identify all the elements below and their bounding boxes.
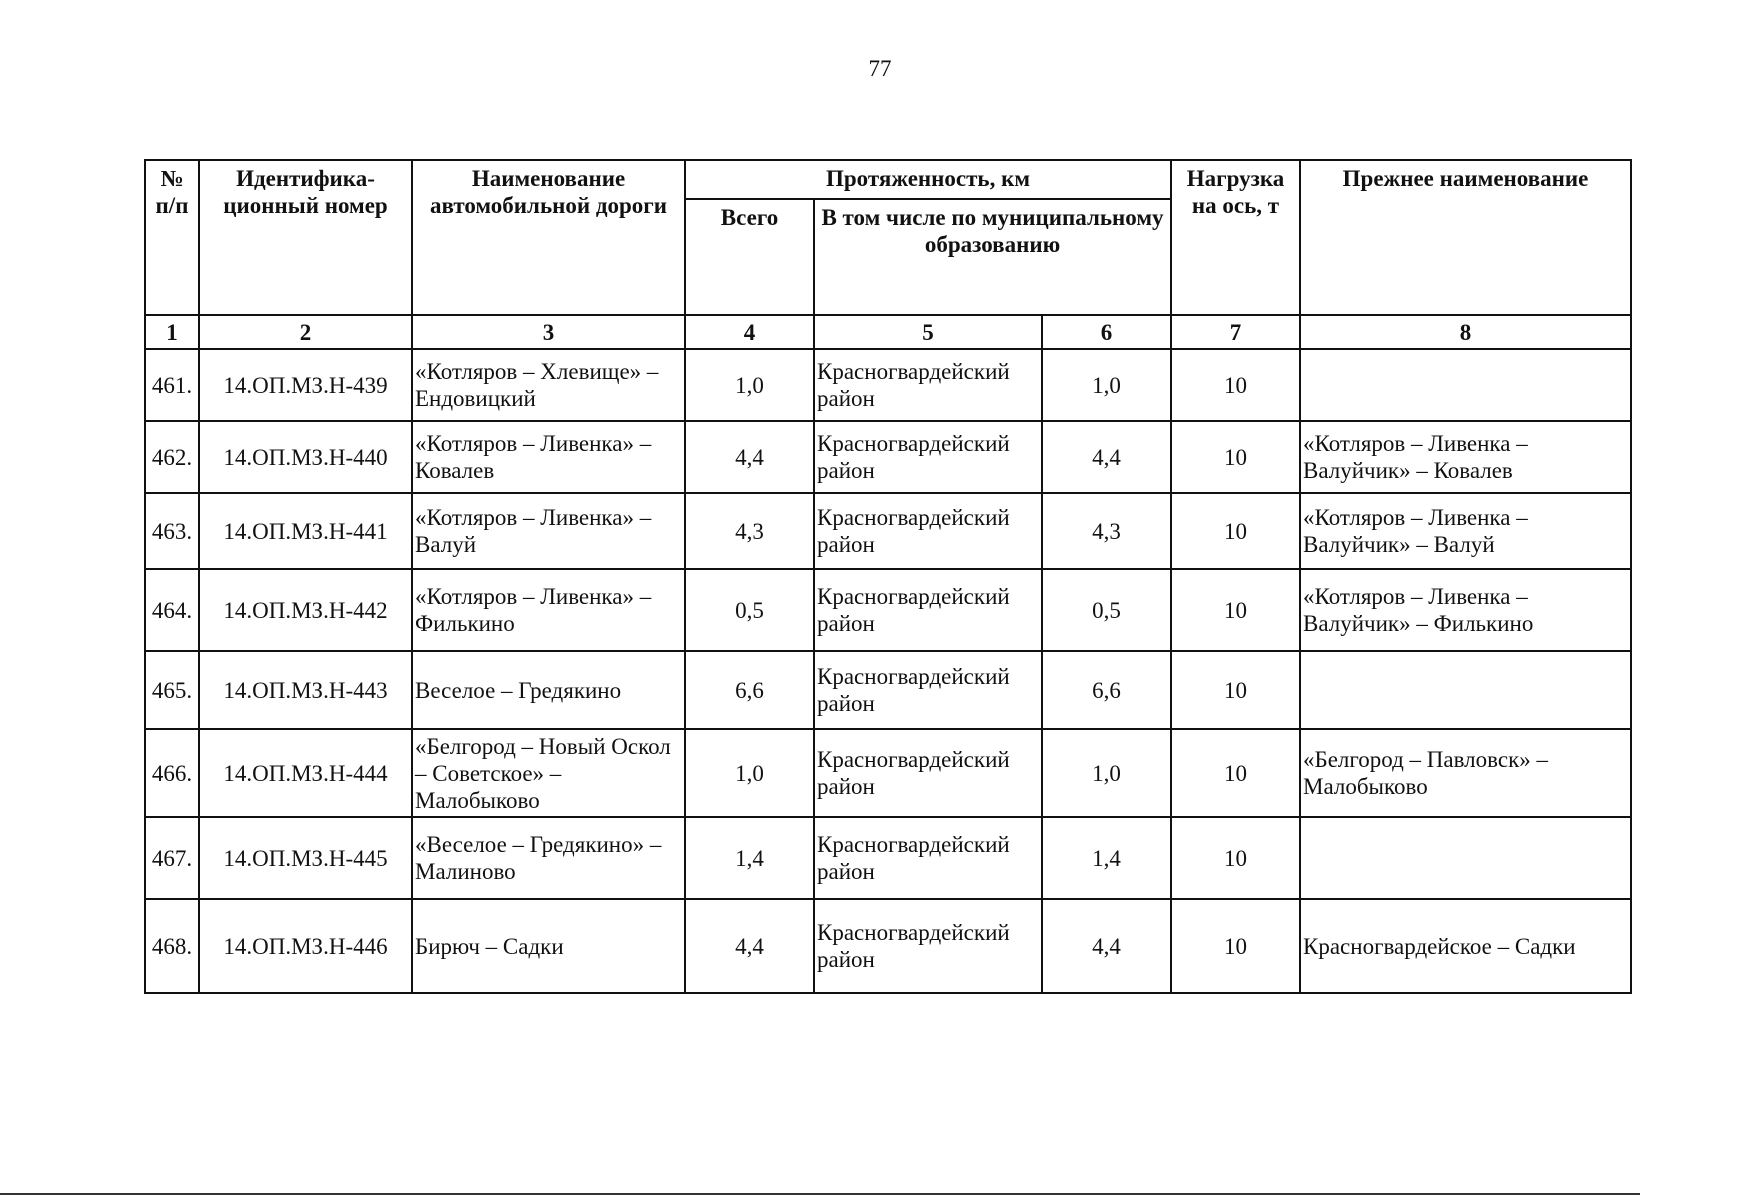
table-row [145,651,1631,729]
municipality-length-cell: 4,4 [1042,899,1171,993]
axle-load-cell: 10 [1171,729,1300,817]
row-number-cell: 467. [145,817,199,899]
road-name-cell: Бирюч – Садки [412,899,685,993]
municipality-cell: Красногвардейский район [814,899,1042,993]
column-number: 5 [814,315,1042,349]
former-name-cell [1300,651,1631,729]
road-id-cell: 14.ОП.МЗ.Н-439 [199,349,412,421]
table-row [145,729,1631,817]
column-number: 3 [412,315,685,349]
municipality-cell: Красногвардейский район [814,421,1042,493]
road-name-cell: «Котляров – Ливенка» – Филькино [412,569,685,651]
header-axle-load: Нагрузка на ось, т [1171,160,1300,315]
former-name-cell: «Котляров – Ливенка – Валуйчик» – Филькино [1300,569,1631,651]
municipality-length-cell: 4,3 [1042,493,1171,569]
header-road-name: Наименование автомобильной дороги [412,160,685,315]
road-name-cell: «Котляров – Ливенка» – Ковалев [412,421,685,493]
total-length-cell: 4,4 [685,421,814,493]
row-number-cell: 465. [145,651,199,729]
header-total: Всего [685,199,814,315]
column-number: 6 [1042,315,1171,349]
municipality-cell: Красногвардейский район [814,349,1042,421]
axle-load-cell: 10 [1171,569,1300,651]
total-length-cell: 1,4 [685,817,814,899]
total-length-cell: 1,0 [685,349,814,421]
header-number: № п/п [145,160,199,315]
municipality-length-cell: 0,5 [1042,569,1171,651]
road-id-cell: 14.ОП.МЗ.Н-446 [199,899,412,993]
total-length-cell: 4,4 [685,899,814,993]
axle-load-cell: 10 [1171,349,1300,421]
table-body [145,349,1631,993]
former-name-cell [1300,349,1631,421]
header-former-name: Прежнее наименование [1300,160,1631,315]
table-row [145,569,1631,651]
former-name-cell: «Котляров – Ливенка – Валуйчик» – Валуй [1300,493,1631,569]
former-name-cell: «Белгород – Павловск» – Малобыково [1300,729,1631,817]
road-id-cell: 14.ОП.МЗ.Н-442 [199,569,412,651]
municipality-length-cell: 1,4 [1042,817,1171,899]
axle-load-cell: 10 [1171,899,1300,993]
municipality-length-cell: 1,0 [1042,349,1171,421]
column-number-row [145,315,1631,349]
total-length-cell: 4,3 [685,493,814,569]
road-name-cell: «Котляров – Ливенка» – Валуй [412,493,685,569]
bottom-rule [0,1193,1640,1195]
header-by-municipality: В том числе по муниципальному образованию [814,199,1171,315]
axle-load-cell: 10 [1171,493,1300,569]
road-id-cell: 14.ОП.МЗ.Н-443 [199,651,412,729]
column-number: 4 [685,315,814,349]
municipality-cell: Красногвардейский район [814,493,1042,569]
total-length-cell: 6,6 [685,651,814,729]
header-row [145,160,1631,199]
table-row [145,421,1631,493]
municipality-length-cell: 1,0 [1042,729,1171,817]
road-id-cell: 14.ОП.МЗ.Н-445 [199,817,412,899]
axle-load-cell: 10 [1171,421,1300,493]
row-number-cell: 464. [145,569,199,651]
header-id: Идентифика-ционный номер [199,160,412,315]
table-row [145,493,1631,569]
road-name-cell: «Белгород – Новый Оскол – Советское» – Малобыково [412,729,685,817]
row-number-cell: 462. [145,421,199,493]
road-name-cell: Веселое – Гредякино [412,651,685,729]
municipality-cell: Красногвардейский район [814,729,1042,817]
road-id-cell: 14.ОП.МЗ.Н-444 [199,729,412,817]
axle-load-cell: 10 [1171,651,1300,729]
total-length-cell: 1,0 [685,729,814,817]
table-row [145,899,1631,993]
former-name-cell [1300,817,1631,899]
table-row [145,817,1631,899]
header-length-group: Протяженность, км [685,160,1171,199]
column-number: 8 [1300,315,1631,349]
municipality-cell: Красногвардейский район [814,569,1042,651]
road-id-cell: 14.ОП.МЗ.Н-441 [199,493,412,569]
axle-load-cell: 10 [1171,817,1300,899]
road-name-cell: «Веселое – Гредякино» – Малиново [412,817,685,899]
column-number: 2 [199,315,412,349]
road-name-cell: «Котляров – Хлевище» – Ендовицкий [412,349,685,421]
municipality-length-cell: 6,6 [1042,651,1171,729]
roads-table [144,159,1632,994]
former-name-cell: «Котляров – Ливенка – Валуйчик» – Ковалев [1300,421,1631,493]
column-number: 7 [1171,315,1300,349]
municipality-length-cell: 4,4 [1042,421,1171,493]
municipality-cell: Красногвардейский район [814,651,1042,729]
former-name-cell: Красногвардейское – Садки [1300,899,1631,993]
row-number-cell: 468. [145,899,199,993]
total-length-cell: 0,5 [685,569,814,651]
page-number: 77 [868,56,892,81]
row-number-cell: 466. [145,729,199,817]
table-row [145,349,1631,421]
column-number: 1 [145,315,199,349]
municipality-cell: Красногвардейский район [814,817,1042,899]
row-number-cell: 463. [145,493,199,569]
row-number-cell: 461. [145,349,199,421]
road-id-cell: 14.ОП.МЗ.Н-440 [199,421,412,493]
